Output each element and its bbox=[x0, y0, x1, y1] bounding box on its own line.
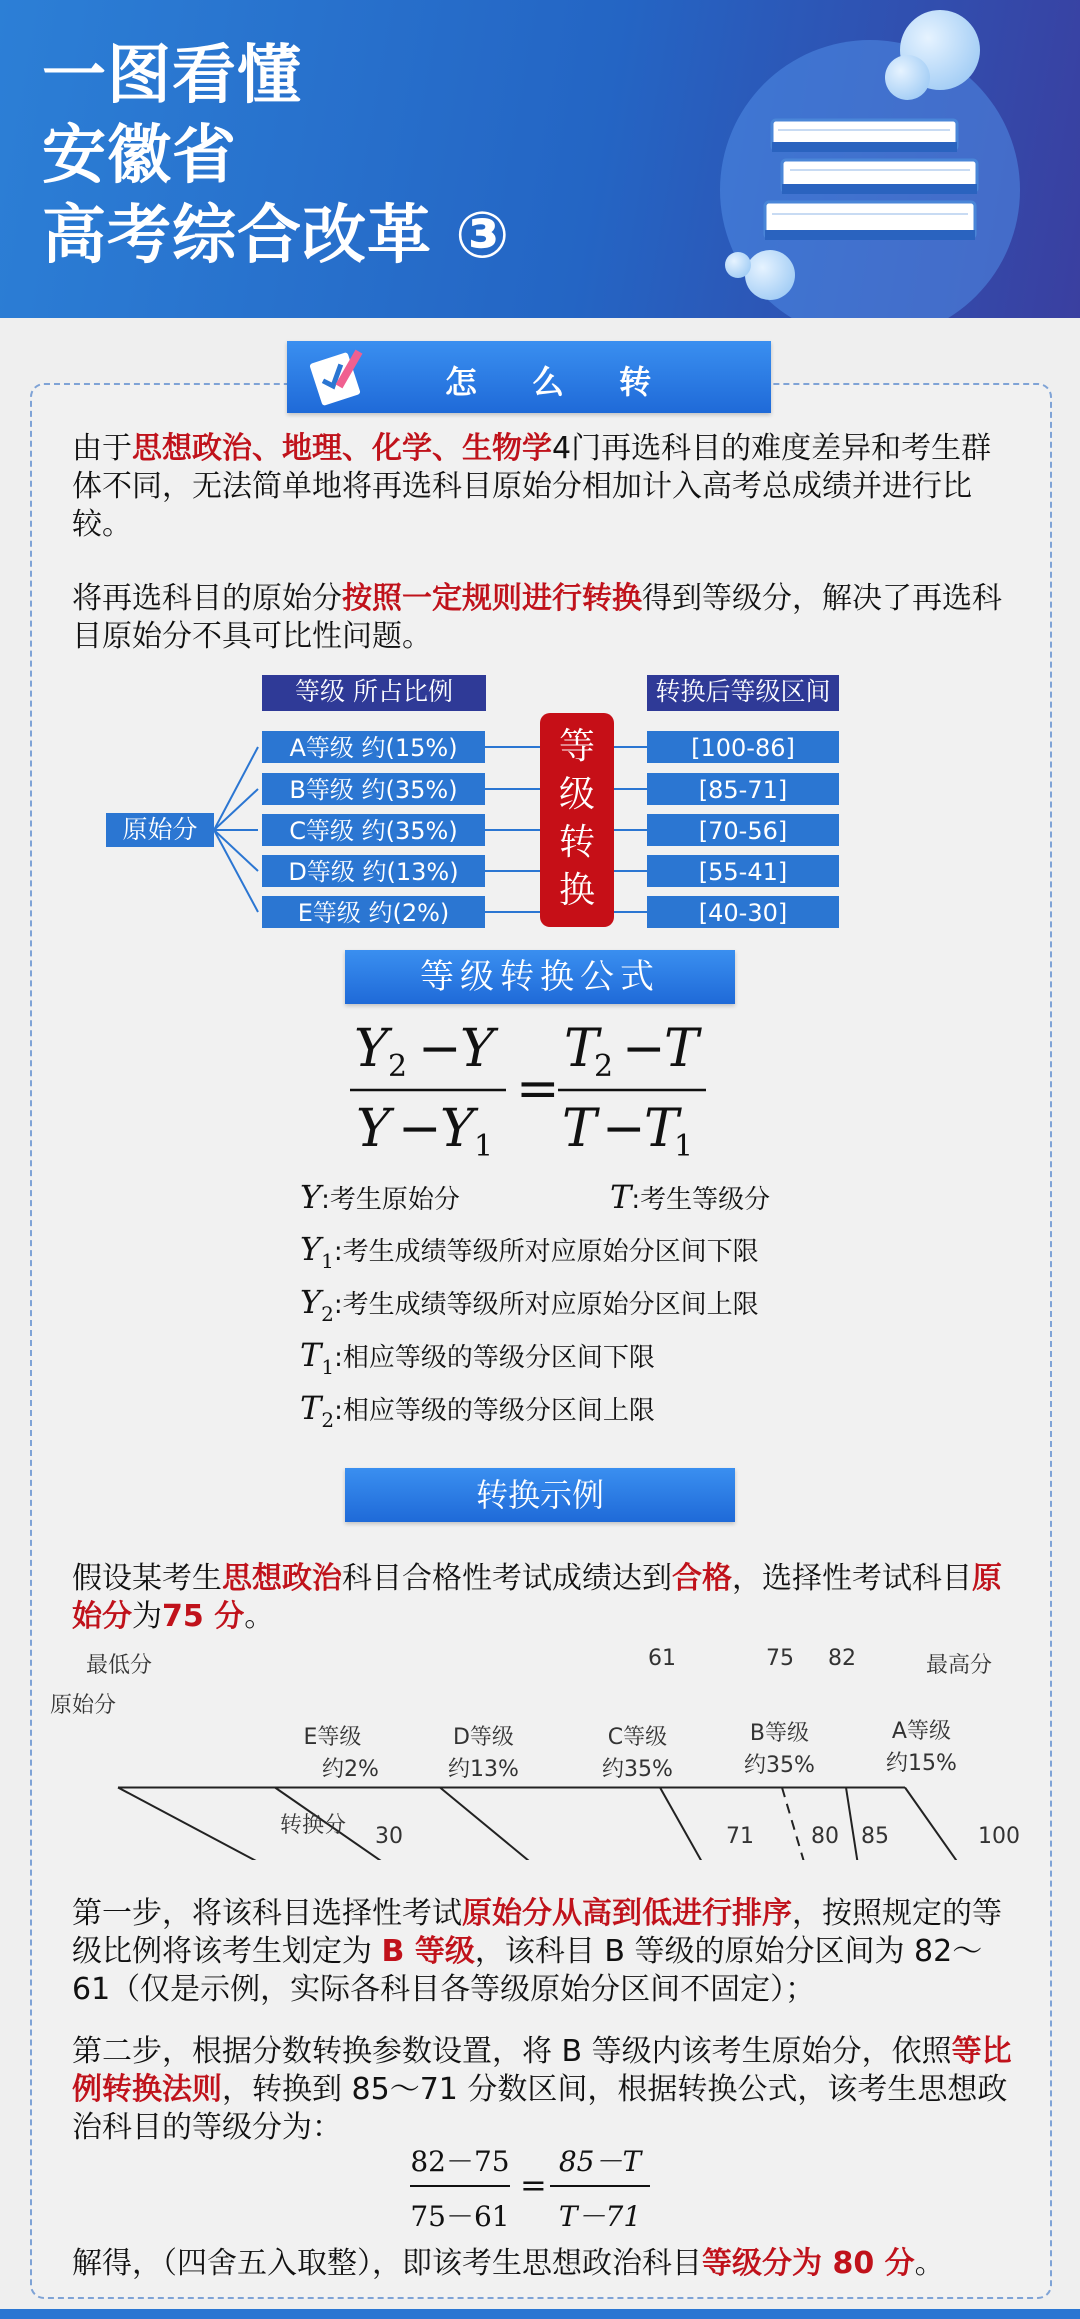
svg-text:−: − bbox=[602, 1099, 646, 1159]
header-title-line-1: 一图看懂 bbox=[42, 39, 302, 113]
example-banner bbox=[345, 1468, 735, 1522]
calc-den-left: 75－61 bbox=[410, 2200, 510, 2233]
grade-box-d: D等级 约(13%) bbox=[262, 855, 485, 887]
legend-t1 bbox=[300, 1336, 655, 1379]
step-text: ，该科目 B 等级的原始分区间为 82～61（仅是示例，实际各科目各等级原始分区间不固定）； bbox=[72, 1934, 983, 2007]
svg-text:−: − bbox=[398, 1099, 442, 1159]
chart-converted-label: 转换分 bbox=[280, 1813, 347, 1838]
legend-symbol: Y bbox=[300, 1230, 322, 1268]
center-char: 等 bbox=[558, 726, 595, 767]
zone-pct: 约2% bbox=[322, 1757, 379, 1782]
diagram-header-grade: 等级 所占比例 bbox=[262, 675, 486, 711]
svg-text:1: 1 bbox=[474, 1129, 494, 1164]
section-banner-title: 怎 么 转 bbox=[444, 363, 674, 401]
example-highlight: 原始分 bbox=[72, 1561, 1002, 1634]
legend-text: :考生成绩等级所对应原始分区间上限 bbox=[333, 1290, 759, 1320]
calc-equals: = bbox=[520, 2166, 547, 2204]
step-highlight: B 等级 bbox=[381, 1934, 475, 1969]
intro-highlight-subjects: 思想政治、地理、化学、生物学 bbox=[132, 431, 552, 466]
svg-text:1: 1 bbox=[674, 1129, 694, 1164]
zone-name: B等级 bbox=[749, 1721, 809, 1746]
formula-banner-title: 等级转换公式 bbox=[420, 957, 660, 997]
range-box-b: [85-71] bbox=[647, 773, 839, 805]
svg-text:T: T bbox=[664, 1019, 699, 1079]
legend-text: :考生原始分 bbox=[321, 1185, 460, 1215]
zone-pct: 约15% bbox=[886, 1751, 957, 1776]
zone-c bbox=[602, 1722, 673, 1786]
step-highlight: 原始分从高到低进行排序 bbox=[462, 1896, 792, 1931]
formula-banner bbox=[345, 950, 735, 1004]
example-text: 科目合格性考试成绩达到 bbox=[342, 1561, 672, 1596]
svg-text:−: − bbox=[622, 1019, 666, 1079]
legend-subscript: 1 bbox=[321, 1249, 334, 1273]
calc-frac-line-right bbox=[550, 2185, 650, 2187]
example-highlight: 合格 bbox=[672, 1561, 732, 1596]
chart-raw-label: 原始分 bbox=[50, 1693, 117, 1718]
range-box-d: [55-41] bbox=[647, 855, 839, 887]
example-text: 为 bbox=[132, 1599, 162, 1634]
header-title-line-3: 高考综合改革 ③ bbox=[42, 199, 511, 273]
zone-pct: 约35% bbox=[602, 1757, 673, 1782]
intro-text: 4门再选科目的难度差异和考生群体不同，无法简单地将再选科目原始分相加计入高考总成绩并进行比较。 bbox=[72, 431, 992, 542]
grade-conversion-center bbox=[540, 713, 614, 927]
intro-highlight-rule: 按照一定规则进行转换 bbox=[342, 581, 642, 616]
example-text: 。 bbox=[244, 1599, 275, 1634]
intro-text: 得到等级分，解决了再选科目原始分不具可比性问题。 bbox=[72, 581, 1002, 654]
calc-num-right: 85－T bbox=[558, 2145, 642, 2178]
intro-text: 由于 bbox=[72, 431, 132, 466]
example-banner-title: 转换示例 bbox=[475, 1476, 604, 1514]
result-text: 。 bbox=[914, 2246, 945, 2281]
example-text: 假设某考生 bbox=[72, 1561, 222, 1596]
step-1-paragraph bbox=[72, 1895, 1012, 2009]
chart-max-label: 最高分 bbox=[926, 1653, 993, 1678]
svg-text:T: T bbox=[644, 1099, 679, 1159]
zone-name: A等级 bbox=[891, 1719, 951, 1744]
calc-frac-line-left bbox=[410, 2185, 510, 2187]
calc-formula bbox=[410, 2140, 660, 2250]
header-title-line-2: 安徽省 bbox=[42, 119, 237, 193]
legend-t2 bbox=[300, 1389, 655, 1432]
grade-box-c: C等级 约(35%) bbox=[262, 814, 485, 846]
legend-symbol: T bbox=[610, 1178, 632, 1216]
legend-symbol: T bbox=[300, 1336, 322, 1374]
bottom-tick-71: 71 bbox=[726, 1824, 754, 1849]
legend-text: :相应等级的等级分区间下限 bbox=[334, 1343, 655, 1373]
legend-y1 bbox=[300, 1230, 759, 1273]
result-text: 解得，（四舍五入取整），即该考生思想政治科目 bbox=[72, 2246, 702, 2281]
zone-pct: 约35% bbox=[744, 1753, 815, 1778]
step-text: ，转换到 85～71 分数区间，根据转换公式，该考生思想政治科目的等级分为： bbox=[72, 2072, 1008, 2145]
grade-box-e: E等级 约(2%) bbox=[262, 896, 485, 928]
grade-box-b: B等级 约(35%) bbox=[262, 773, 485, 805]
zone-e bbox=[286, 1722, 379, 1786]
legend-symbol: T bbox=[300, 1389, 322, 1427]
bottom-tick-80: 80 bbox=[811, 1824, 839, 1849]
range-box-a: [100-86] bbox=[647, 731, 839, 763]
grade-box-a: A等级 约(15%) bbox=[262, 731, 485, 763]
step-text: 第二步，根据分数转换参数设置，将 B 等级内该考生原始分，依照 bbox=[72, 2034, 952, 2069]
zone-name: D等级 bbox=[452, 1725, 514, 1750]
example-highlight: 思想政治 bbox=[222, 1561, 342, 1596]
svg-text:=: = bbox=[516, 1059, 560, 1119]
zone-d bbox=[448, 1722, 519, 1786]
svg-text:Y: Y bbox=[460, 1019, 495, 1079]
svg-text:2: 2 bbox=[594, 1049, 614, 1084]
svg-text:T: T bbox=[562, 1099, 597, 1159]
legend-y2 bbox=[300, 1283, 759, 1326]
footer-bar bbox=[0, 2309, 1080, 2319]
zone-b bbox=[744, 1718, 815, 1782]
conversion-formula bbox=[330, 1010, 750, 1170]
zone-name: E等级 bbox=[303, 1725, 362, 1750]
range-box-e: [40-30] bbox=[647, 896, 839, 928]
bottom-tick-30: 30 bbox=[375, 1824, 403, 1849]
calc-den-right: T－71 bbox=[558, 2200, 642, 2233]
legend-symbol: Y bbox=[300, 1178, 322, 1216]
example-highlight: 75 分 bbox=[162, 1599, 245, 1634]
zone-pct: 约13% bbox=[448, 1757, 519, 1782]
intro-text: 将再选科目的原始分 bbox=[72, 581, 342, 616]
chart-min-label: 最低分 bbox=[86, 1653, 153, 1678]
svg-text:T: T bbox=[564, 1019, 599, 1079]
bottom-tick-100: 100 bbox=[978, 1824, 1020, 1849]
legend-text: :相应等级的等级分区间上限 bbox=[334, 1396, 655, 1426]
bottom-tick-85: 85 bbox=[861, 1824, 889, 1849]
legend-text: :考生成绩等级所对应原始分区间下限 bbox=[333, 1237, 759, 1267]
svg-text:Y: Y bbox=[356, 1099, 391, 1159]
example-text: ，选择性考试科目 bbox=[732, 1561, 972, 1596]
legend-t bbox=[610, 1178, 770, 1216]
center-char: 换 bbox=[558, 870, 595, 911]
svg-text:Y: Y bbox=[354, 1019, 389, 1079]
center-char: 转 bbox=[558, 822, 595, 863]
example-paragraph bbox=[72, 1560, 1012, 1636]
range-box-c: [70-56] bbox=[647, 814, 839, 846]
svg-text:Y: Y bbox=[440, 1099, 475, 1159]
svg-text:2: 2 bbox=[388, 1049, 408, 1084]
result-highlight: 等级分为 80 分 bbox=[702, 2246, 915, 2281]
legend-symbol: Y bbox=[300, 1283, 322, 1321]
step-highlight: 等比例转换法则 bbox=[72, 2034, 1012, 2107]
top-tick-61: 61 bbox=[648, 1646, 676, 1671]
legend-subscript: 2 bbox=[321, 1302, 334, 1326]
zone-a bbox=[886, 1716, 957, 1780]
step-text: ，按照规定的等级比例将该考生划定为 bbox=[72, 1896, 1002, 1969]
diagram-header-range: 转换后等级区间 bbox=[647, 675, 839, 711]
step-text: 第一步，将该科目选择性考试 bbox=[72, 1896, 462, 1931]
top-tick-82: 82 bbox=[828, 1646, 856, 1671]
result-paragraph bbox=[72, 2245, 1012, 2283]
svg-text:−: − bbox=[418, 1019, 462, 1079]
legend-text: :考生等级分 bbox=[631, 1185, 771, 1215]
legend-subscript: 2 bbox=[321, 1408, 335, 1432]
top-tick-75: 75 bbox=[766, 1646, 794, 1671]
legend-subscript: 1 bbox=[321, 1355, 335, 1379]
zone-name: C等级 bbox=[607, 1725, 668, 1750]
legend-y bbox=[300, 1178, 460, 1216]
diagram-source-raw-score: 原始分 bbox=[106, 813, 214, 847]
center-char: 级 bbox=[558, 774, 595, 815]
calc-num-left: 82－75 bbox=[410, 2145, 510, 2178]
step-2-paragraph bbox=[72, 2033, 1012, 2147]
